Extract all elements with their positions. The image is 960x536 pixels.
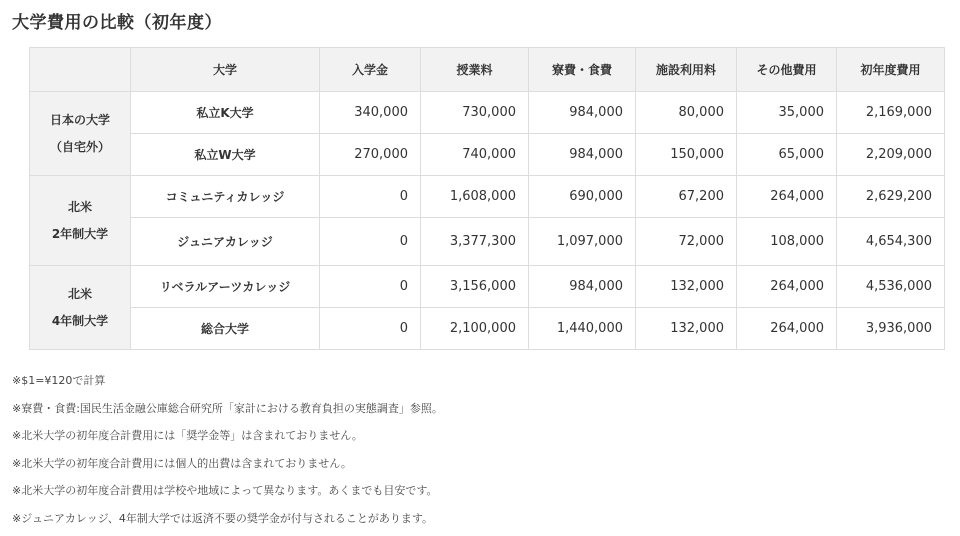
group-label-line: （自宅外） bbox=[30, 134, 130, 161]
first-year-total: 2,209,000 bbox=[837, 134, 945, 176]
header-cell-university: 大学 bbox=[131, 48, 320, 92]
header-cell-admission: 入学金 bbox=[320, 48, 421, 92]
room-board: 984,000 bbox=[529, 134, 636, 176]
university-name: ジュニアカレッジ bbox=[131, 218, 320, 266]
first-year-total: 2,169,000 bbox=[837, 92, 945, 134]
footnote: ※ジュニアカレッジ、4年制大学では返済不要の奨学金が付与されることがあります。 bbox=[12, 509, 443, 536]
university-name: コミュニティカレッジ bbox=[131, 176, 320, 218]
group-label-north-america-4yr bbox=[30, 266, 131, 350]
admission-fee: 0 bbox=[320, 308, 421, 350]
admission-fee: 0 bbox=[320, 218, 421, 266]
first-year-total: 4,654,300 bbox=[837, 218, 945, 266]
cost-comparison-table bbox=[29, 47, 945, 350]
footnote: ※北米大学の初年度合計費用には個人的出費は含まれておりません。 bbox=[12, 454, 443, 482]
first-year-total: 3,936,000 bbox=[837, 308, 945, 350]
university-name: 私立W大学 bbox=[131, 134, 320, 176]
university-name: 総合大学 bbox=[131, 308, 320, 350]
footnote: ※北米大学の初年度合計費用には「奨学金等」は含まれておりません。 bbox=[12, 426, 443, 454]
tuition: 1,608,000 bbox=[421, 176, 529, 218]
tuition: 2,100,000 bbox=[421, 308, 529, 350]
page-title: 大学費用の比較（初年度） bbox=[12, 8, 222, 33]
header-cell-first-year-total: 初年度費用 bbox=[837, 48, 945, 92]
table-header-row bbox=[30, 48, 945, 92]
table-row bbox=[30, 134, 945, 176]
university-name: リベラルアーツカレッジ bbox=[131, 266, 320, 308]
tuition: 3,156,000 bbox=[421, 266, 529, 308]
facility-fee: 132,000 bbox=[636, 308, 737, 350]
header-cell-facility: 施設利用料 bbox=[636, 48, 737, 92]
tuition: 730,000 bbox=[421, 92, 529, 134]
facility-fee: 72,000 bbox=[636, 218, 737, 266]
facility-fee: 80,000 bbox=[636, 92, 737, 134]
facility-fee: 150,000 bbox=[636, 134, 737, 176]
group-label-line: 日本の大学 bbox=[30, 107, 130, 134]
first-year-total: 4,536,000 bbox=[837, 266, 945, 308]
tuition: 3,377,300 bbox=[421, 218, 529, 266]
table-row bbox=[30, 266, 945, 308]
tuition: 740,000 bbox=[421, 134, 529, 176]
table-row bbox=[30, 218, 945, 266]
table-row bbox=[30, 92, 945, 134]
other-costs: 264,000 bbox=[737, 176, 837, 218]
other-costs: 108,000 bbox=[737, 218, 837, 266]
room-board: 984,000 bbox=[529, 266, 636, 308]
other-costs: 264,000 bbox=[737, 266, 837, 308]
header-cell-other: その他費用 bbox=[737, 48, 837, 92]
header-cell-category bbox=[30, 48, 131, 92]
footnote: ※北米大学の初年度合計費用は学校や地域によって異なります。あくまでも目安です。 bbox=[12, 481, 443, 509]
footnotes bbox=[12, 371, 443, 536]
group-label-line: 北米 bbox=[30, 194, 130, 221]
admission-fee: 0 bbox=[320, 266, 421, 308]
room-board: 1,440,000 bbox=[529, 308, 636, 350]
group-label-line: 2年制大学 bbox=[30, 221, 130, 248]
university-name: 私立K大学 bbox=[131, 92, 320, 134]
admission-fee: 0 bbox=[320, 176, 421, 218]
other-costs: 264,000 bbox=[737, 308, 837, 350]
group-label-line: 北米 bbox=[30, 281, 130, 308]
room-board: 1,097,000 bbox=[529, 218, 636, 266]
room-board: 984,000 bbox=[529, 92, 636, 134]
group-label-line: 4年制大学 bbox=[30, 308, 130, 335]
first-year-total: 2,629,200 bbox=[837, 176, 945, 218]
footnote: ※寮費・食費:国民生活金融公庫総合研究所「家計における教育負担の実態調査」参照。 bbox=[12, 399, 443, 427]
footnote: ※$1=¥120で計算 bbox=[12, 371, 443, 399]
other-costs: 35,000 bbox=[737, 92, 837, 134]
facility-fee: 67,200 bbox=[636, 176, 737, 218]
table-row bbox=[30, 176, 945, 218]
room-board: 690,000 bbox=[529, 176, 636, 218]
header-cell-tuition: 授業料 bbox=[421, 48, 529, 92]
other-costs: 65,000 bbox=[737, 134, 837, 176]
group-label-japan bbox=[30, 92, 131, 176]
table-row bbox=[30, 308, 945, 350]
admission-fee: 270,000 bbox=[320, 134, 421, 176]
facility-fee: 132,000 bbox=[636, 266, 737, 308]
header-cell-room-board: 寮費・食費 bbox=[529, 48, 636, 92]
admission-fee: 340,000 bbox=[320, 92, 421, 134]
group-label-north-america-2yr bbox=[30, 176, 131, 266]
